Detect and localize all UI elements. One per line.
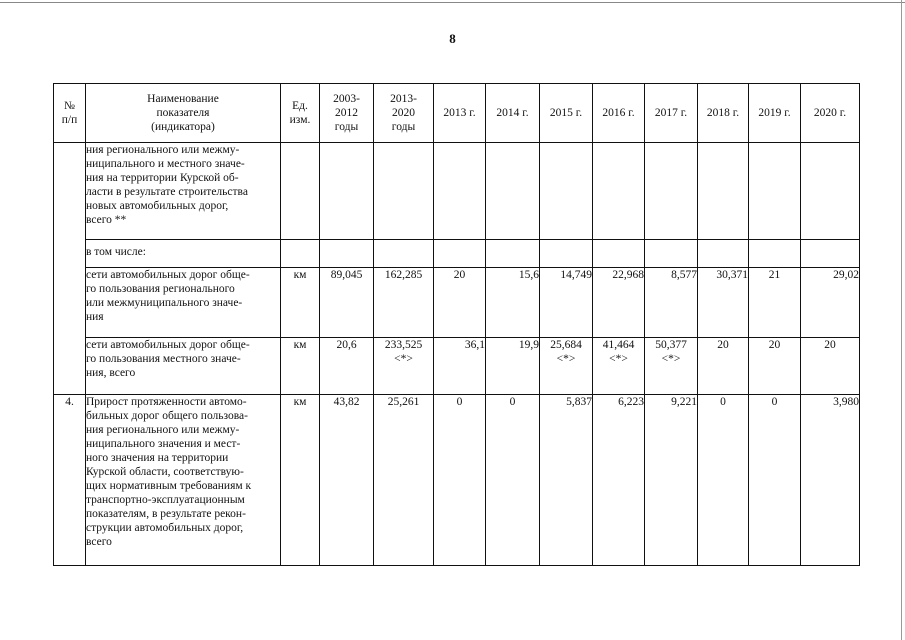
value-2016: 22,968 (593, 268, 645, 338)
value-2016: 6,223 (593, 395, 645, 566)
empty-cell (593, 143, 645, 240)
empty-cell (374, 143, 434, 240)
header-period-2003-2012: 2003- 2012 годы (320, 84, 374, 143)
empty-cell (540, 143, 593, 240)
row-desc-local: сети автомобильных дорог обще- го пользования местного значе- ния, всего (86, 338, 281, 395)
value-2015: 14,749 (540, 268, 593, 338)
empty-cell (749, 143, 801, 240)
value-2003-2012: 43,82 (320, 395, 374, 566)
empty-cell (698, 143, 749, 240)
table-row-regional (54, 268, 860, 338)
value-2015: 5,837 (540, 395, 593, 566)
value-2003-2012: 89,045 (320, 268, 374, 338)
empty-cell (540, 240, 593, 268)
item-number: 4. (54, 395, 86, 566)
row-desc-item-4: Прирост протяженности автомо- бильных дорог общего пользова- ния регионального или межму- ниципального значения и мест- ного значения на территории Курской области, соответствую- щих нормативным требованиям к транспортно-эксплуатационным показателям, в результате рекон- струкции автомобильных дорог, всего (86, 395, 281, 566)
page-number: 8 (449, 31, 456, 46)
empty-cell (486, 143, 540, 240)
value-2013: 0 (434, 395, 486, 566)
unit-cell: км (281, 268, 320, 338)
value-2019: 20 (749, 338, 801, 395)
row-desc-regional: сети автомобильных дорог обще- го пользования регионального или межмуниципального значе- ния (86, 268, 281, 338)
empty-cell (698, 240, 749, 268)
page-edge-right (901, 0, 902, 640)
empty-cell (801, 240, 860, 268)
empty-cell (434, 240, 486, 268)
empty-cell (749, 240, 801, 268)
value-2003-2012: 20,6 (320, 338, 374, 395)
header-year: 2016 г. (593, 84, 645, 143)
value-2020: 20 (801, 338, 860, 395)
empty-cell (320, 143, 374, 240)
empty-cell (320, 240, 374, 268)
header-year: 2014 г. (486, 84, 540, 143)
value-2013-2020: 162,285 (374, 268, 434, 338)
empty-cell (281, 143, 320, 240)
unit-cell: км (281, 395, 320, 566)
value-2018: 20 (698, 338, 749, 395)
value-2014: 19,9 (486, 338, 540, 395)
value-2020: 29,02 (801, 268, 860, 338)
table-row-continuation (54, 143, 860, 240)
value-2013: 20 (434, 268, 486, 338)
num-cell-empty (54, 143, 86, 395)
value-2013-2020: 25,261 (374, 395, 434, 566)
header-name: Наименование показателя (индикатора) (86, 84, 281, 143)
header-unit: Ед. изм. (281, 84, 320, 143)
empty-cell (801, 143, 860, 240)
value-2018: 30,371 (698, 268, 749, 338)
header-period-2013-2020: 2013- 2020 годы (374, 84, 434, 143)
table-row-item-4 (54, 395, 860, 566)
indicators-table (53, 83, 860, 566)
header-year: 2018 г. (698, 84, 749, 143)
empty-cell (486, 240, 540, 268)
header-num: № п/п (54, 84, 86, 143)
row-desc-continuation: ния регионального или межму- ниципального и местного значе- ния на территории Курской об- ласти в результате строительства новых автомобильных дорог, всего ** (86, 143, 281, 240)
value-2020: 3,980 (801, 395, 860, 566)
empty-cell (434, 143, 486, 240)
empty-cell (374, 240, 434, 268)
header-year: 2020 г. (801, 84, 860, 143)
empty-cell (645, 143, 698, 240)
header-year: 2019 г. (749, 84, 801, 143)
value-2017: 9,221 (645, 395, 698, 566)
value-2014: 15,6 (486, 268, 540, 338)
value-2013: 36,1 (434, 338, 486, 395)
table-row-including (54, 240, 860, 268)
value-2014: 0 (486, 395, 540, 566)
value-2019: 21 (749, 268, 801, 338)
empty-cell (281, 240, 320, 268)
value-2013-2020: 233,525 <*> (374, 338, 434, 395)
value-2019: 0 (749, 395, 801, 566)
header-year: 2013 г. (434, 84, 486, 143)
value-2018: 0 (698, 395, 749, 566)
value-2016: 41,464 <*> (593, 338, 645, 395)
unit-cell: км (281, 338, 320, 395)
page-edge-top (0, 2, 905, 3)
value-2017: 50,377 <*> (645, 338, 698, 395)
row-desc-including: в том числе: (86, 240, 281, 268)
value-2015: 25,684 <*> (540, 338, 593, 395)
header-row (54, 84, 860, 143)
empty-cell (645, 240, 698, 268)
value-2017: 8,577 (645, 268, 698, 338)
empty-cell (593, 240, 645, 268)
table-row-local (54, 338, 860, 395)
header-year: 2015 г. (540, 84, 593, 143)
header-year: 2017 г. (645, 84, 698, 143)
